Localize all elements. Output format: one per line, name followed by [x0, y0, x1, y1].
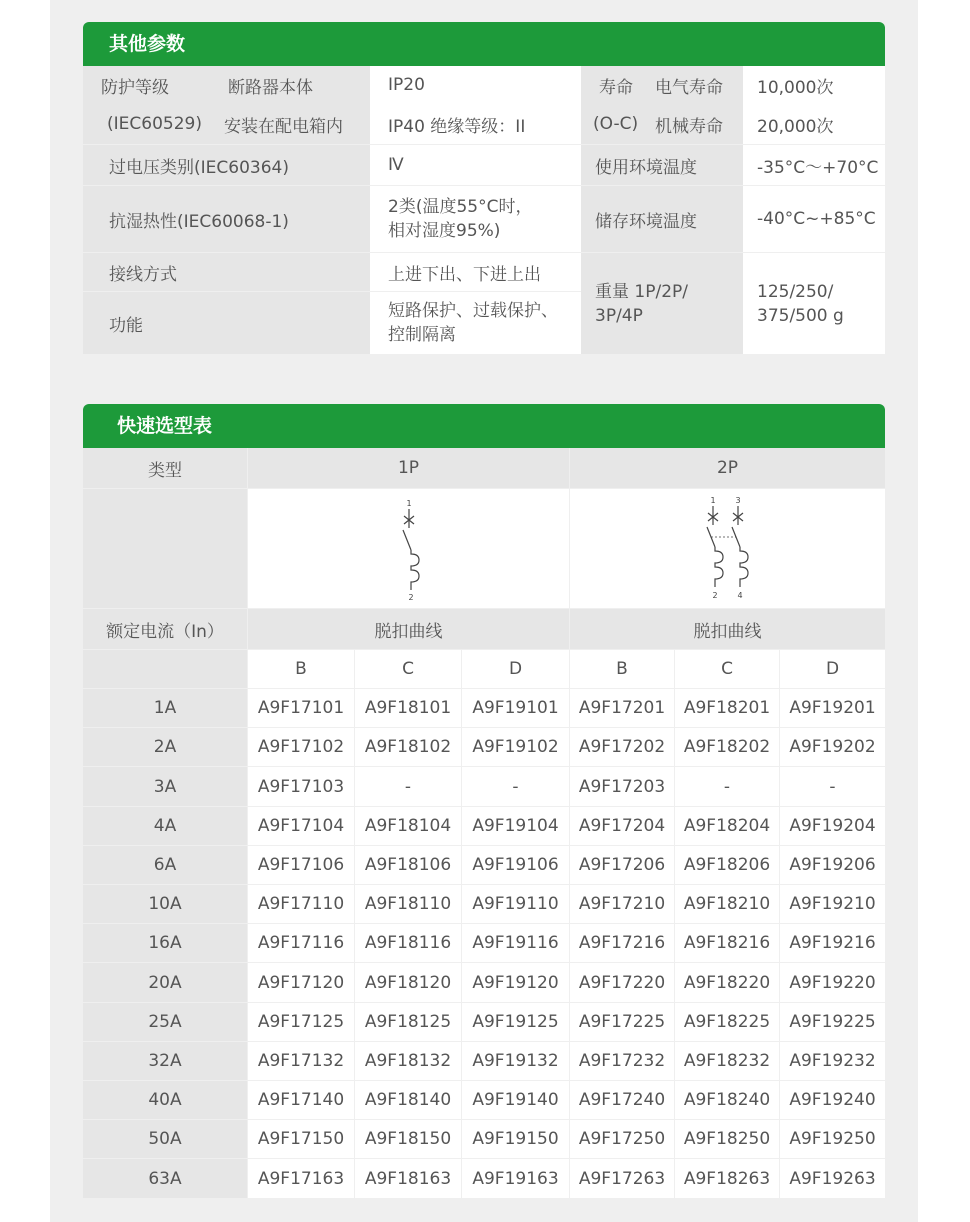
curve-1p-d: D — [462, 650, 569, 688]
model-code-cell: A9F19163 — [462, 1159, 569, 1198]
model-code-cell: A9F18102 — [355, 728, 461, 766]
model-code-cell: A9F17163 — [248, 1159, 354, 1198]
model-code-cell: A9F17210 — [570, 885, 674, 923]
selection-title: 快速选型表 — [83, 404, 885, 448]
model-code-cell: A9F17150 — [248, 1120, 354, 1158]
curve-2p-b: B — [570, 650, 674, 688]
model-code-cell: A9F19102 — [462, 728, 569, 766]
terminal-2: 2 — [711, 590, 718, 600]
model-code-cell: A9F17104 — [248, 807, 354, 845]
model-code-cell: A9F19204 — [780, 807, 885, 845]
model-code-cell: A9F17125 — [248, 1003, 354, 1041]
mechanical-life-label: 机械寿命 — [645, 104, 743, 144]
model-code-cell: A9F18132 — [355, 1042, 461, 1080]
model-code-cell: A9F17103 — [248, 767, 354, 806]
weight-value — [743, 253, 885, 354]
rated-current-cell: 25A — [83, 1003, 247, 1041]
model-code-cell: A9F19250 — [780, 1120, 885, 1158]
model-code-cell: A9F17240 — [570, 1081, 674, 1119]
model-code-cell: A9F17102 — [248, 728, 354, 766]
model-code-cell: A9F17203 — [570, 767, 674, 806]
rated-current-cell: 1A — [83, 689, 247, 727]
protection-standard: (IEC60529) — [83, 104, 210, 144]
model-code-cell: - — [675, 767, 779, 806]
curve-2p-d: D — [780, 650, 885, 688]
wiring-value: 上进下出、下进上出 — [370, 253, 581, 291]
function-value — [370, 292, 581, 354]
model-code-cell: A9F19216 — [780, 924, 885, 962]
model-code-cell: A9F17202 — [570, 728, 674, 766]
model-code-cell: A9F17206 — [570, 846, 674, 884]
ambient-temp-label: 使用环境温度 — [581, 145, 743, 185]
model-code-cell: A9F18220 — [675, 963, 779, 1002]
rated-current-label: 额定电流（In） — [83, 609, 247, 649]
overvoltage-value: Ⅳ — [370, 145, 581, 185]
model-code-cell: - — [780, 767, 885, 806]
model-code-cell: A9F17232 — [570, 1042, 674, 1080]
model-code-cell: A9F18232 — [675, 1042, 779, 1080]
diagram-row-label — [83, 489, 247, 608]
curve-1p-b: B — [248, 650, 354, 688]
function-label: 功能 — [83, 292, 370, 354]
weight-value-line1: 125/250/ — [757, 281, 834, 302]
rated-current-cell: 4A — [83, 807, 247, 845]
params-title: 其他参数 — [83, 22, 885, 66]
model-code-cell: A9F19120 — [462, 963, 569, 1002]
terminal-1: 1 — [405, 498, 412, 508]
rated-current-cell: 6A — [83, 846, 247, 884]
model-code-cell: A9F19210 — [780, 885, 885, 923]
breaker-2p-symbol-icon — [698, 494, 758, 604]
damp-heat-label: 抗湿热性(IEC60068-1) — [83, 186, 370, 252]
model-code-cell: A9F17225 — [570, 1003, 674, 1041]
model-code-cell: A9F19116 — [462, 924, 569, 962]
electrical-life-value: 10,000次 — [743, 66, 885, 104]
model-code-cell: A9F19201 — [780, 689, 885, 727]
model-code-cell: - — [462, 767, 569, 806]
model-code-cell: A9F18140 — [355, 1081, 461, 1119]
curve-1p-c: C — [355, 650, 461, 688]
model-code-cell: A9F17216 — [570, 924, 674, 962]
model-code-cell: A9F18106 — [355, 846, 461, 884]
rated-current-cell: 40A — [83, 1081, 247, 1119]
damp-heat-value-line1: 2类(温度55°C时， — [388, 197, 533, 217]
model-code-cell: A9F18240 — [675, 1081, 779, 1119]
storage-temp-value: -40°C~+85°C — [743, 186, 885, 252]
ambient-temp-value: -35°C～+70°C — [743, 145, 885, 185]
storage-temp-label: 储存环境温度 — [581, 186, 743, 252]
model-code-cell: A9F18225 — [675, 1003, 779, 1041]
model-code-cell: A9F19263 — [780, 1159, 885, 1198]
rated-current-cell: 20A — [83, 963, 247, 1002]
model-code-cell: A9F17110 — [248, 885, 354, 923]
model-code-cell: A9F19240 — [780, 1081, 885, 1119]
function-value-line2: 控制隔离 — [388, 325, 456, 345]
electrical-life-label: 电气寿命 — [645, 66, 743, 104]
model-code-cell: A9F18163 — [355, 1159, 461, 1198]
model-code-cell: A9F19101 — [462, 689, 569, 727]
model-code-cell: A9F18216 — [675, 924, 779, 962]
model-code-cell: A9F18206 — [675, 846, 779, 884]
damp-heat-value-line2: 相对湿度95%) — [388, 221, 501, 241]
model-code-cell: A9F19104 — [462, 807, 569, 845]
function-value-line1: 短路保护、过载保护、 — [388, 301, 558, 321]
breaker-body-value: IP20 — [370, 66, 581, 104]
model-code-cell: A9F18104 — [355, 807, 461, 845]
rated-current-cell: 50A — [83, 1120, 247, 1158]
model-code-cell: A9F18125 — [355, 1003, 461, 1041]
curve-label-1p: 脱扣曲线 — [248, 609, 569, 649]
model-code-cell: A9F19225 — [780, 1003, 885, 1041]
model-code-cell: - — [355, 767, 461, 806]
model-code-cell: A9F18202 — [675, 728, 779, 766]
model-code-cell: A9F17120 — [248, 963, 354, 1002]
model-code-cell: A9F18116 — [355, 924, 461, 962]
curve-label-2p: 脱扣曲线 — [570, 609, 885, 649]
install-box-label: 安装在配电箱内 — [210, 104, 370, 144]
model-code-cell: A9F17220 — [570, 963, 674, 1002]
breaker-1p-symbol-icon — [389, 494, 429, 604]
model-code-cell: A9F18210 — [675, 885, 779, 923]
terminal-3: 3 — [734, 495, 741, 505]
breaker-body-label: 断路器本体 — [210, 66, 370, 104]
pole-1p: 1P — [248, 448, 569, 488]
model-code-cell: A9F19132 — [462, 1042, 569, 1080]
model-code-cell: A9F19220 — [780, 963, 885, 1002]
terminal-4: 4 — [736, 590, 743, 600]
damp-heat-value — [370, 186, 581, 252]
model-code-cell: A9F18204 — [675, 807, 779, 845]
model-code-cell: A9F17116 — [248, 924, 354, 962]
wiring-label: 接线方式 — [83, 253, 370, 291]
curve-row-label — [83, 650, 247, 688]
rated-current-cell: 2A — [83, 728, 247, 766]
pole-2p: 2P — [570, 448, 885, 488]
type-label: 类型 — [83, 448, 247, 488]
model-code-cell: A9F19110 — [462, 885, 569, 923]
weight-label-line2: 3P/4P — [595, 305, 643, 326]
selection-table — [83, 448, 885, 1198]
life-label: 寿命 — [581, 66, 645, 104]
diagram-2p — [570, 489, 885, 608]
model-code-cell: A9F17140 — [248, 1081, 354, 1119]
curve-2p-c: C — [675, 650, 779, 688]
weight-label-line1: 重量 1P/2P/ — [595, 281, 688, 302]
model-code-cell: A9F19125 — [462, 1003, 569, 1041]
model-code-cell: A9F18120 — [355, 963, 461, 1002]
model-code-cell: A9F19140 — [462, 1081, 569, 1119]
model-code-cell: A9F18150 — [355, 1120, 461, 1158]
overvoltage-label: 过电压类别(IEC60364) — [83, 145, 370, 185]
model-code-cell: A9F17250 — [570, 1120, 674, 1158]
install-box-value: IP40 绝缘等级：II — [370, 104, 581, 144]
model-code-cell: A9F19202 — [780, 728, 885, 766]
terminal-2: 2 — [407, 592, 414, 602]
model-code-cell: A9F18263 — [675, 1159, 779, 1198]
weight-label — [581, 253, 743, 354]
model-code-cell: A9F19150 — [462, 1120, 569, 1158]
rated-current-cell: 16A — [83, 924, 247, 962]
diagram-1p — [248, 489, 569, 608]
model-code-cell: A9F18101 — [355, 689, 461, 727]
rated-current-cell: 3A — [83, 767, 247, 806]
rated-current-cell: 32A — [83, 1042, 247, 1080]
model-code-cell: A9F17204 — [570, 807, 674, 845]
model-code-cell: A9F18110 — [355, 885, 461, 923]
model-code-cell: A9F17201 — [570, 689, 674, 727]
rated-current-cell: 10A — [83, 885, 247, 923]
rated-current-cell: 63A — [83, 1159, 247, 1198]
weight-value-line2: 375/500 g — [757, 305, 844, 326]
model-code-cell: A9F17132 — [248, 1042, 354, 1080]
params-table — [83, 66, 885, 354]
model-code-cell: A9F19232 — [780, 1042, 885, 1080]
terminal-1: 1 — [709, 495, 716, 505]
model-code-cell: A9F19106 — [462, 846, 569, 884]
life-cycle-label: (O-C) — [581, 104, 645, 144]
protection-label: 防护等级 — [83, 66, 210, 104]
model-code-cell: A9F17106 — [248, 846, 354, 884]
selection-card — [83, 404, 885, 1198]
model-code-cell: A9F18201 — [675, 689, 779, 727]
model-code-cell: A9F17263 — [570, 1159, 674, 1198]
model-code-cell: A9F17101 — [248, 689, 354, 727]
mechanical-life-value: 20,000次 — [743, 104, 885, 144]
model-code-cell: A9F19206 — [780, 846, 885, 884]
model-code-cell: A9F18250 — [675, 1120, 779, 1158]
params-card — [83, 22, 885, 354]
